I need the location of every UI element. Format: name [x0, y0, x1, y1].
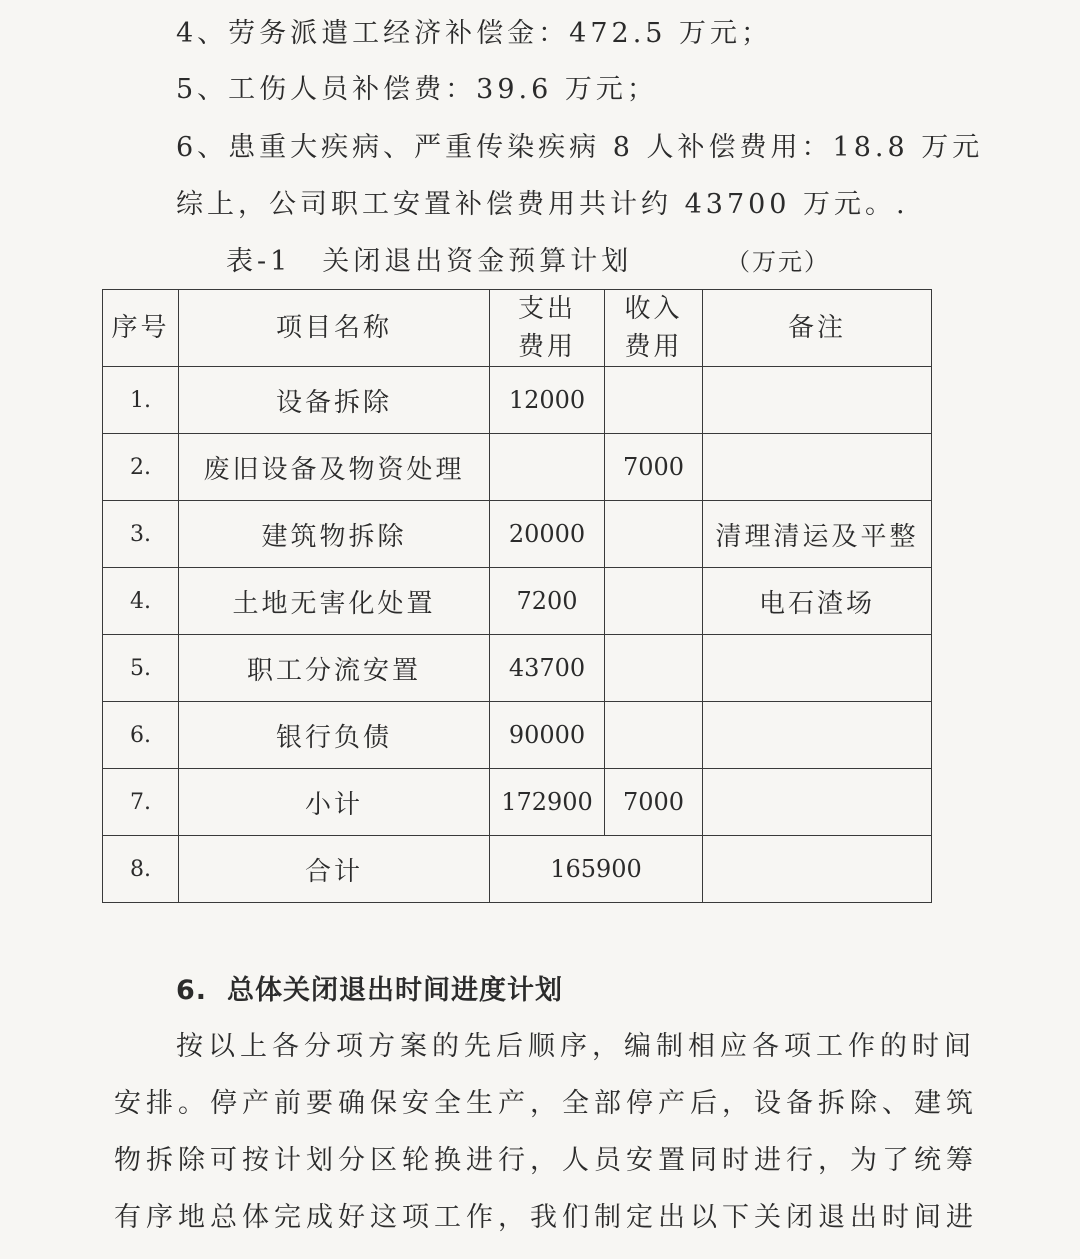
row-name: 职工分流安置: [179, 635, 490, 702]
header-name: 项目名称: [179, 290, 490, 367]
total-name: 合计: [179, 836, 490, 903]
header-income-line2: 费用: [624, 332, 683, 362]
total-note: [703, 836, 932, 903]
table-caption: 表-1 关闭退出资金预算计划: [226, 246, 633, 277]
table-row: [103, 367, 932, 434]
row-name: 小计: [179, 769, 490, 836]
compensation-item-5: 5、工伤人员补偿费：39.6 万元；: [176, 74, 658, 105]
row-note: [703, 635, 932, 702]
table-unit: （万元）: [726, 248, 830, 276]
row-index: 5.: [103, 635, 179, 702]
row-index: 6.: [103, 702, 179, 769]
row-expense: 12000: [490, 367, 605, 434]
section-number: 6.: [176, 975, 208, 1006]
section-heading: [176, 968, 563, 1007]
table-row: [103, 568, 932, 635]
row-income: 7000: [605, 769, 703, 836]
row-expense: [490, 434, 605, 501]
row-income: [605, 568, 703, 635]
header-income-line1: 收入: [624, 294, 683, 324]
table-row: [103, 769, 932, 836]
compensation-item-4: 4、劳务派遣工经济补偿金：472.5 万元；: [176, 18, 773, 49]
table-total-row: [103, 836, 932, 903]
total-index: 8.: [103, 836, 179, 903]
row-expense: 20000: [490, 501, 605, 568]
table-row: [103, 702, 932, 769]
row-index: 4.: [103, 568, 179, 635]
row-name: 银行负债: [179, 702, 490, 769]
row-expense: 7200: [490, 568, 605, 635]
row-note: [703, 434, 932, 501]
header-expense-line2: 费用: [517, 332, 576, 362]
row-note: 清理清运及平整: [703, 501, 932, 568]
section-title: 总体关闭退出时间进度计划: [227, 975, 564, 1006]
row-note: 电石渣场: [703, 568, 932, 635]
row-index: 1.: [103, 367, 179, 434]
header-index: 序号: [103, 290, 179, 367]
header-expense: [490, 290, 605, 367]
row-income: 7000: [605, 434, 703, 501]
compensation-item-6: 6、患重大疾病、严重传染疾病 8 人补偿费用：18.8 万元: [176, 132, 984, 163]
total-value: 165900: [490, 836, 703, 903]
header-income: [605, 290, 703, 367]
paragraph-line-1: 按以上各分项方案的先后顺序，编制相应各项工作的时间: [176, 1031, 976, 1062]
row-index: 7.: [103, 769, 179, 836]
row-name: 土地无害化处置: [179, 568, 490, 635]
row-name: 废旧设备及物资处理: [179, 434, 490, 501]
row-income: [605, 702, 703, 769]
table-header-row: [103, 290, 932, 367]
table-row: [103, 434, 932, 501]
paragraph-line-3: 物拆除可按计划分区轮换进行，人员安置同时进行，为了统筹: [114, 1145, 978, 1176]
row-expense: 172900: [490, 769, 605, 836]
row-index: 2.: [103, 434, 179, 501]
row-name: 设备拆除: [179, 367, 490, 434]
row-note: [703, 769, 932, 836]
paragraph-line-4: 有序地总体完成好这项工作，我们制定出以下关闭退出时间进: [114, 1202, 978, 1233]
row-expense: 90000: [490, 702, 605, 769]
row-index: 3.: [103, 501, 179, 568]
row-income: [605, 501, 703, 568]
header-note: 备注: [703, 290, 932, 367]
table-row: [103, 635, 932, 702]
budget-table: [102, 289, 932, 903]
row-name: 建筑物拆除: [179, 501, 490, 568]
paragraph-line-2: 安排。停产前要确保安全生产，全部停产后，设备拆除、建筑: [114, 1088, 978, 1119]
header-expense-line1: 支出: [517, 294, 576, 324]
row-note: [703, 367, 932, 434]
row-income: [605, 367, 703, 434]
row-note: [703, 702, 932, 769]
table-row: [103, 501, 932, 568]
compensation-summary: 综上，公司职工安置补偿费用共计约 43700 万元。.: [176, 189, 909, 220]
row-expense: 43700: [490, 635, 605, 702]
row-income: [605, 635, 703, 702]
